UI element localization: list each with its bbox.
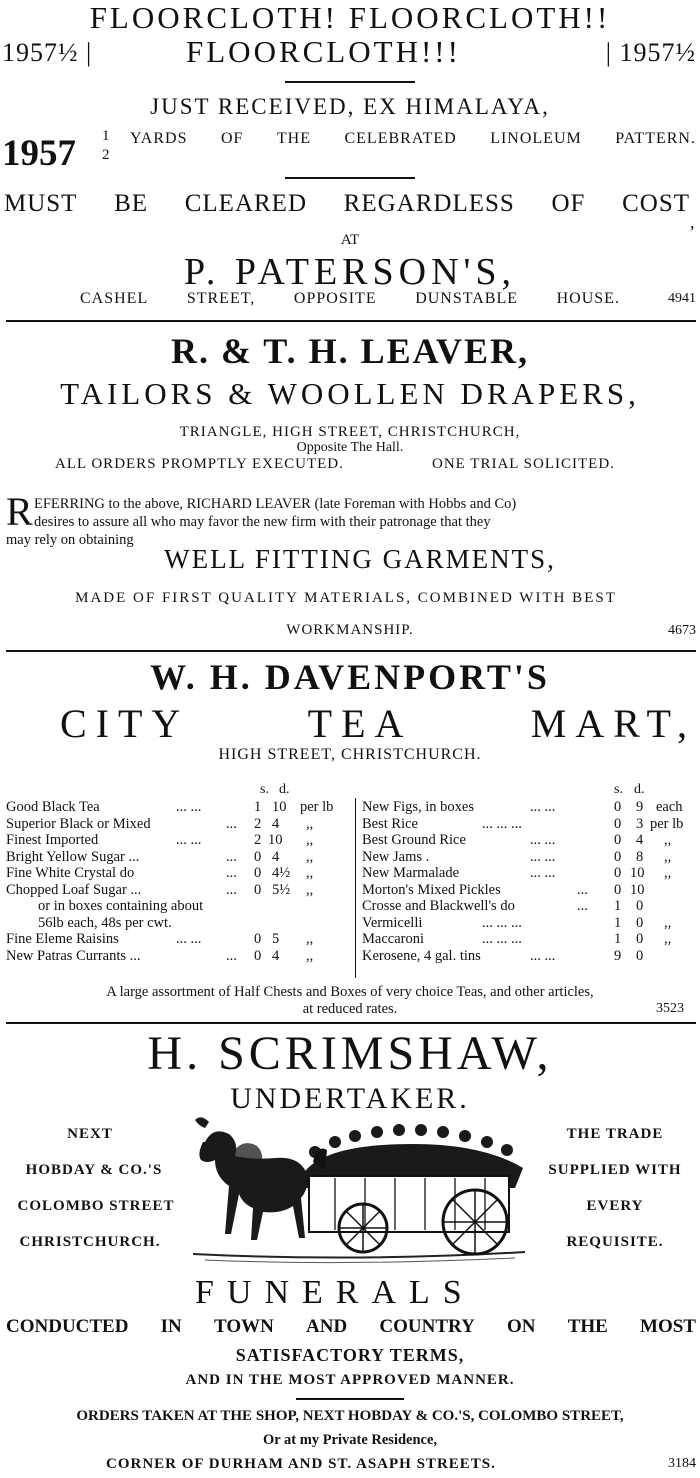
leader-dots: ... xyxy=(226,865,237,881)
pence: 4 xyxy=(272,848,280,865)
word: OPPOSITE xyxy=(293,290,377,307)
garments-headline: WELL FITTING GARMENTS, xyxy=(164,544,556,574)
shillings: 0 xyxy=(614,832,622,848)
header-pence: d. xyxy=(279,782,290,797)
pence: 10 xyxy=(630,865,645,881)
word: CONDUCTED xyxy=(6,1316,129,1337)
funerals-headline: FUNERALS xyxy=(195,1274,475,1311)
word: CITY xyxy=(60,701,190,746)
unit: ,, xyxy=(664,914,672,931)
pence: 5½ xyxy=(272,881,291,898)
item-name: Finest Imported xyxy=(6,832,99,848)
unit: ,, xyxy=(664,931,672,947)
item-name: New Jams . xyxy=(362,848,430,865)
ad-reference: 4673 xyxy=(668,623,696,638)
corner-streets: CORNER OF DURHAM AND ST. ASAPH STREETS. xyxy=(106,1456,496,1472)
pence: 9 xyxy=(636,799,644,815)
pence: 0 xyxy=(636,931,644,947)
unit: ,, xyxy=(664,865,672,881)
word: THE xyxy=(567,1316,608,1337)
word: TOWN xyxy=(213,1316,274,1337)
unit: ,, xyxy=(306,848,314,865)
unit: ,, xyxy=(306,931,314,947)
unit: per lb xyxy=(650,815,684,832)
word: DUNSTABLE xyxy=(415,290,519,307)
table-row xyxy=(6,948,351,965)
pence: 4 xyxy=(272,815,280,832)
item-name: Morton's Mixed Pickles xyxy=(362,881,501,898)
word: IN xyxy=(160,1316,182,1337)
colombo-label: COLOMBO STREET xyxy=(17,1198,175,1214)
divider xyxy=(296,1398,404,1400)
shillings: 1 xyxy=(614,898,622,914)
leaver-name: R. & T. H. LEAVER, xyxy=(170,331,530,371)
table-row xyxy=(6,865,351,882)
table-row xyxy=(6,898,351,915)
shillings: 0 xyxy=(254,947,262,964)
table-row xyxy=(6,849,351,866)
table-row xyxy=(362,915,698,932)
private-residence: Or at my Private Residence, xyxy=(262,1432,438,1448)
table-row xyxy=(6,816,351,833)
next-label: NEXT xyxy=(67,1126,113,1142)
shillings: 1 xyxy=(614,914,622,931)
drop-cap: R xyxy=(6,489,33,534)
table-row xyxy=(362,849,698,866)
fraction-top: 1 xyxy=(102,128,110,144)
word: THE xyxy=(276,130,311,147)
big-quantity: 1957 xyxy=(2,133,76,174)
item-name: 56lb each, 48s per cwt. xyxy=(38,914,172,931)
trial-solicited: ONE TRIAL SOLICITED. xyxy=(432,456,615,472)
header-shillings: s. xyxy=(260,782,269,797)
leader-dots: ... ... ... xyxy=(482,931,522,947)
leaver-opposite: Opposite The Hall. xyxy=(296,440,404,455)
item-name: New Patras Currants ... xyxy=(6,947,141,964)
table-row xyxy=(362,865,698,882)
shillings: 9 xyxy=(614,947,622,964)
paragraph-line-1: EFERRING to the above, RICHARD LEAVER (late Foreman with Hobbs and Co) xyxy=(34,496,517,512)
item-name: Good Black Tea xyxy=(6,799,100,815)
word: MOST xyxy=(640,1316,696,1337)
word: CLEARED xyxy=(184,190,308,217)
table-row xyxy=(6,832,351,849)
pence: 4 xyxy=(272,947,280,964)
pence: 3 xyxy=(636,815,644,832)
word: MART, xyxy=(530,701,696,746)
pence: 4½ xyxy=(272,865,291,881)
at-label: AT xyxy=(340,232,360,248)
header-pence: d. xyxy=(634,782,645,797)
fraction-bottom: 2 xyxy=(102,147,110,163)
leader-dots: ... ... xyxy=(176,832,202,848)
city-tea-mart xyxy=(60,700,696,747)
orders-executed: ALL ORDERS PROMPTLY EXECUTED. xyxy=(55,456,344,472)
quantity-left: 1957½ | xyxy=(2,38,93,67)
pence: 0 xyxy=(636,947,644,964)
paterson-address xyxy=(80,290,620,308)
hobday-label: HOBDAY & CO.'S xyxy=(25,1162,163,1178)
shillings: 2 xyxy=(254,832,262,848)
unit: ,, xyxy=(306,815,314,832)
word: OF xyxy=(551,190,586,217)
item-name: Chopped Loaf Sugar ... xyxy=(6,881,142,898)
supplied-label: SUPPLIED WITH xyxy=(548,1162,682,1178)
item-name: Fine White Crystal do xyxy=(6,865,135,881)
table-row xyxy=(362,832,698,849)
shillings: 0 xyxy=(614,799,622,815)
pence: 4 xyxy=(636,832,644,848)
undertaker-title: UNDERTAKER. xyxy=(230,1082,470,1115)
word: REGARDLESS xyxy=(343,190,515,217)
item-name: Fine Eleme Raisins xyxy=(6,931,119,947)
item-name: Kerosene, 4 gal. tins xyxy=(362,947,481,964)
divider xyxy=(285,177,415,179)
column-divider xyxy=(355,798,356,978)
hearse-illustration xyxy=(185,1112,530,1272)
word: AND xyxy=(306,1316,348,1337)
item-name: Crosse and Blackwell's do xyxy=(362,898,515,914)
unit: ,, xyxy=(306,832,314,848)
leader-dots: ... xyxy=(226,815,237,832)
leader-dots: ... ... xyxy=(530,799,556,815)
leader-dots: ... ... xyxy=(530,832,556,848)
table-row xyxy=(6,931,351,948)
leaver-trade: TAILORS & WOOLLEN DRAPERS, xyxy=(60,376,640,411)
ad-reference: 4941 xyxy=(668,291,696,306)
section-divider xyxy=(6,650,696,652)
table-row xyxy=(362,799,698,816)
word: PATTERN. xyxy=(615,130,696,147)
leader-dots: ... xyxy=(226,947,237,964)
word: OF xyxy=(220,130,244,147)
leader-dots: ... xyxy=(226,848,237,865)
conducted-line xyxy=(6,1316,696,1338)
unit: each xyxy=(656,799,683,815)
davenport-name: W. H. DAVENPORT'S xyxy=(150,657,550,697)
table-row xyxy=(362,948,698,965)
word: COUNTRY xyxy=(379,1316,475,1337)
shillings: 1 xyxy=(254,799,262,815)
orders-taken-line: ORDERS TAKEN AT THE SHOP, NEXT HOBDAY & CO.'S, COLOMBO STREET, xyxy=(76,1408,624,1424)
leader-dots: ... ... xyxy=(530,848,556,865)
table-row xyxy=(362,898,698,915)
trade-label: THE TRADE xyxy=(566,1126,664,1142)
table-row xyxy=(6,915,351,932)
scrimshaw-name: H. SCRIMSHAW, xyxy=(147,1027,553,1080)
word: BE xyxy=(114,190,149,217)
word: LINOLEUM xyxy=(490,130,582,147)
table-row xyxy=(362,931,698,948)
header-shillings: s. xyxy=(614,782,623,797)
item-name: Best Ground Rice xyxy=(362,832,466,848)
leader-dots: ... ... xyxy=(530,865,556,881)
leader-dots: ... xyxy=(577,881,588,898)
price-list-left xyxy=(6,799,351,964)
reduced-rates-line: at reduced rates. xyxy=(302,1001,398,1017)
word: CASHEL xyxy=(80,290,149,307)
floorcloth-headline-2: FLOORCLOTH!!! xyxy=(186,34,461,69)
shillings: 0 xyxy=(254,848,262,865)
leader-dots: ... ... xyxy=(530,947,556,964)
section-divider xyxy=(6,320,696,322)
leader-dots: ... ... xyxy=(176,931,202,947)
every-label: EVERY xyxy=(586,1198,644,1214)
pence: 0 xyxy=(636,898,644,914)
shillings: 1 xyxy=(614,931,622,947)
word: STREET, xyxy=(186,290,256,307)
quantity-right: | 1957½ xyxy=(605,38,696,67)
item-name: New Marmalade xyxy=(362,865,460,881)
table-row xyxy=(362,882,698,899)
word: ON xyxy=(507,1316,536,1337)
floorcloth-headline-1: FLOORCLOTH! FLOORCLOTH!! xyxy=(89,0,611,35)
unit: ,, xyxy=(306,865,314,881)
assortment-line: A large assortment of Half Chests and Boxes of very choice Teas, and other articles, xyxy=(106,984,594,1000)
item-name: Best Rice xyxy=(362,815,418,832)
unit: ,, xyxy=(306,947,314,964)
requisite-label: REQUISITE. xyxy=(566,1234,664,1250)
pence: 10 xyxy=(630,881,645,898)
word: COST xyxy=(622,190,690,217)
pence: 8 xyxy=(636,848,644,865)
christchurch-label: CHRISTCHURCH. xyxy=(19,1234,161,1250)
approved-manner: AND IN THE MOST APPROVED MANNER. xyxy=(185,1372,515,1388)
pence: 10 xyxy=(272,799,287,815)
item-name: or in boxes containing about xyxy=(38,898,204,914)
unit: ,, xyxy=(306,881,314,898)
unit: ,, xyxy=(664,848,672,865)
table-row xyxy=(6,799,351,816)
item-name: New Figs, in boxes xyxy=(362,799,474,815)
pence: 0 xyxy=(636,914,644,931)
leader-dots: ... xyxy=(226,881,237,898)
shillings: 0 xyxy=(614,865,622,881)
divider xyxy=(285,81,415,83)
shillings: 0 xyxy=(254,881,262,898)
comma: , xyxy=(690,212,695,232)
pence: 10 xyxy=(268,832,283,848)
workmanship-line: WORKMANSHIP. xyxy=(286,622,414,638)
section-divider xyxy=(6,1022,696,1024)
word: YARDS xyxy=(130,130,188,147)
shillings: 0 xyxy=(614,881,622,898)
table-row xyxy=(362,816,698,833)
ad-reference: 3184 xyxy=(668,1456,696,1471)
leader-dots: ... ... xyxy=(176,799,202,815)
shillings: 2 xyxy=(254,815,262,832)
paragraph-line-3: may rely on obtaining xyxy=(6,532,134,548)
item-name: Superior Black or Mixed xyxy=(6,815,151,832)
shillings: 0 xyxy=(614,848,622,865)
davenport-address: HIGH STREET, CHRISTCHURCH. xyxy=(218,746,482,763)
shillings: 0 xyxy=(614,815,622,832)
word: CELEBRATED xyxy=(344,130,457,147)
ad-reference: 3523 xyxy=(656,1001,684,1016)
price-list-right xyxy=(362,799,698,964)
word: MUST xyxy=(4,190,78,217)
paterson-name: P. PATERSON'S, xyxy=(183,251,517,293)
unit: ,, xyxy=(664,832,672,848)
materials-line: MADE OF FIRST QUALITY MATERIALS, COMBINED WITH BEST xyxy=(75,590,617,606)
leader-dots: ... xyxy=(577,898,588,914)
just-received-line: JUST RECEIVED, EX HIMALAYA, xyxy=(150,94,550,119)
yards-line xyxy=(130,130,696,148)
item-name: Maccaroni xyxy=(362,931,424,947)
leader-dots: ... ... ... xyxy=(482,914,522,931)
paragraph-line-2: desires to assure all who may favor the new firm with their patronage that they xyxy=(34,514,491,530)
satisfactory-terms: SATISFACTORY TERMS, xyxy=(235,1345,465,1365)
shillings: 0 xyxy=(254,865,262,881)
pence: 5 xyxy=(272,931,280,947)
word: TEA xyxy=(307,701,413,746)
shillings: 0 xyxy=(254,931,262,947)
leader-dots: ... ... ... xyxy=(482,815,522,832)
item-name: Bright Yellow Sugar ... xyxy=(6,848,140,865)
item-name: Vermicelli xyxy=(362,914,423,931)
table-row xyxy=(6,882,351,899)
must-be-cleared-line xyxy=(4,190,690,218)
word: HOUSE. xyxy=(556,290,620,307)
unit: per lb xyxy=(300,799,334,815)
leaver-address: TRIANGLE, HIGH STREET, CHRISTCHURCH, xyxy=(179,424,521,440)
